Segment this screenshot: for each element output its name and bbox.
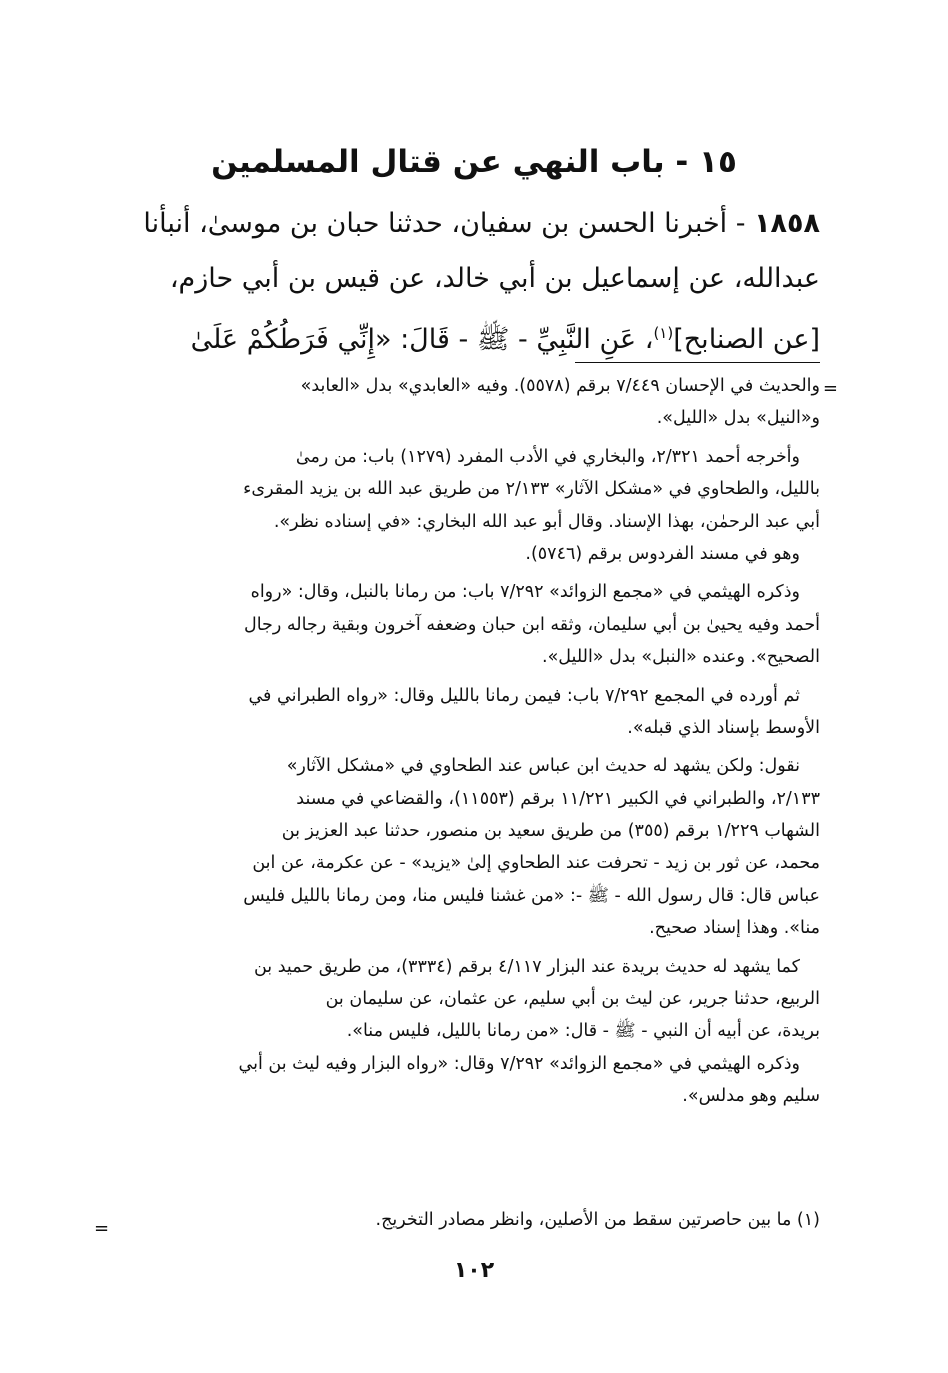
hadith-line-2: عبدالله، عن إسماعيل بن أبي خالد، عن قيس بن أبي حازم، — [169, 263, 820, 294]
chapter-heading: ١٥ - باب النهي عن قتال المسلمين — [211, 144, 737, 180]
hadith-text — [105, 196, 820, 361]
hadith-line-3 — [105, 306, 820, 361]
hadith-line-3-bracket: [عن الصنابح] — [673, 324, 820, 355]
footnote-line: وذكره الهيثمي في «مجمع الزوائد» ٧/٢٩٢ وقال: «رواه البزار وفيه ليث بن أبي — [238, 1053, 800, 1074]
continuation-marker-top: = — [822, 378, 838, 399]
footnote-line: ثم أورده في المجمع ٧/٢٩٢ باب: فيمن رمانا بالليل وقال: «رواه الطبراني في — [248, 685, 800, 706]
footnotes-block — [105, 370, 820, 1113]
footnote-line: سليم وهو مدلس». — [682, 1086, 820, 1107]
footnote-line: وهو في مسند الفردوس برقم (٥٧٤٦). — [525, 543, 800, 564]
footnote-line: الشهاب ١/٢٢٩ برقم (٣٥٥) من طريق سعيد بن منصور، حدثنا عبد العزيز بن — [281, 821, 820, 842]
footnote-1: (١) ما بين حاصرتين سقط من الأصلين، وانظر مصادر التخريج. — [375, 1210, 820, 1230]
footnote-line: كما يشهد له حديث بريدة عند البزار ٤/١١٧ برقم (٣٣٣٤)، من طريق حميد بن — [253, 956, 800, 977]
hadith-line-1 — [105, 196, 820, 251]
continuation-marker-bottom: = — [94, 1218, 110, 1239]
footnote-line: نقول: ولكن يشهد له حديث ابن عباس عند الطحاوي في «مشكل الآثار» — [286, 756, 800, 777]
footnote-line: أحمد وفيه يحيىٰ بن أبي سليمان، وثقه ابن حبان وضعفه آخرون وبقية رجاله رجال — [244, 614, 820, 635]
footnote-line: بالليل، والطحاوي في «مشكل الآثار» ٢/١٣٣ من طريق عبد الله بن يزيد المقرىء — [243, 479, 820, 500]
footnote-line: عباس قال: قال رسول الله - ﷺ -: «من غشنا فليس منا، ومن رمانا بالليل فليس — [243, 885, 820, 906]
hadith-line-1-text: - أخبرنا الحسن بن سفيان، حدثنا حبان بن موسىٰ، أنبأنا — [143, 208, 755, 239]
footnote-line: الأوسط بإسناد الذي قبله». — [627, 717, 820, 738]
footnote-line: وأخرجه أحمد ٢/٣٢١، والبخاري في الأدب المفرد (١٢٧٩) باب: من رمىٰ — [295, 446, 800, 467]
footnote-ref: (١) — [653, 324, 674, 342]
footnote-line: الصحيح». وعنده «النبل» بدل «الليل». — [542, 647, 820, 668]
footnote-line: و«النيل» بدل «الليل». — [656, 408, 820, 429]
footnote-line: وذكره الهيثمي في «مجمع الزوائد» ٧/٢٩٢ باب: من رمانا بالنبل، وقال: «رواه — [250, 582, 800, 603]
footnote-line: والحديث في الإحسان ٧/٤٤٩ برقم (٥٥٧٨). وفيه «العابدي» بدل «العابد» — [300, 376, 820, 396]
hadith-line-3-text: ، عَنِ النَّبِيِّ - ﷺ - قَالَ: «إِنِّي فَرَطُكُمْ عَلَىٰ — [190, 324, 654, 355]
footnote-separator — [575, 362, 820, 363]
footnote-line: ٢/١٣٣، والطبراني في الكبير ١١/٢٢١ برقم (١١٥٥٣)، والقضاعي في مسند — [296, 788, 820, 809]
footnote-line: الربيع، حدثنا جرير، عن ليث بن أبي سليم، عن عثمان، عن سليمان بن — [325, 989, 820, 1010]
footnote-line: أبي عبد الرحمٰن، بهذا الإسناد. وقال أبو عبد الله البخاري: «في إسناده نظر». — [273, 511, 820, 532]
footnote-line: منا». وهذا إسناد صحيح. — [649, 918, 820, 939]
page-number: ١٠٢ — [453, 1258, 495, 1283]
hadith-number: ١٨٥٨ — [754, 208, 820, 239]
footnote-line: محمد، عن ثور بن زيد - تحرفت عند الطحاوي إلىٰ «يزيد» - عن عكرمة، عن ابن — [252, 853, 820, 874]
footnote-line: بريدة، عن أبيه أن النبي - ﷺ - قال: «من رمانا بالليل، فليس منا». — [346, 1021, 820, 1042]
